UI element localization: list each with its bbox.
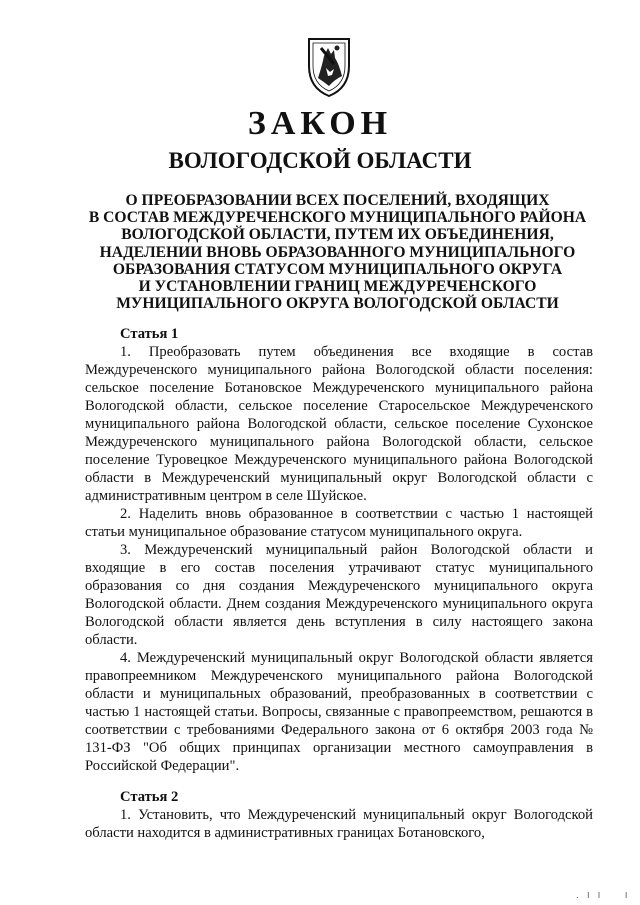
- article-1-paragraph: 1. Преобразовать путем объединения все входящие в состав Междуреченского муниципального района Вологодской области поселения: сельское поселение Ботановское Междуреченского муниципального района Вологодской области, сельское поселение Старосельское Междуреченского муниципального района Вологодской области, сельское поселение Сухонское Междуреченского муниципального района Вологодской области, сельское поселение Туровецкое Междуреченского муниципального района Вологодской области в Междуреченский муниципальный округ Вологодской области с административным центром в селе Шуйское.: [85, 344, 593, 504]
- article-1-paragraph: 4. Междуреченский муниципальный округ Вологодской области является правопреемником Междуреченского муниципального района Вологодской области и муниципальных образований, преобразованных в соответствии с частью 1 настоящей статьи. Вопросы, связанные с правопреемством, решаются в соответствии с требованиями Федерального закона от 6 октября 2003 года № 131-ФЗ "Об общих принципах организации местного самоуправления в Российской Федерации".: [85, 650, 593, 774]
- article-1-paragraph: 2. Наделить вновь образованное в соответствии с частью 1 настоящей статьи муниципальное образование статусом муниципального округа.: [85, 506, 593, 540]
- heading-line: МУНИЦИПАЛЬНОГО ОКРУГА ВОЛОГОДСКОЙ ОБЛАСТИ: [116, 295, 559, 313]
- document-title: ЗАКОН: [247, 105, 393, 142]
- heading-line: НАДЕЛЕНИИ ВНОВЬ ОБРАЗОВАННОГО МУНИЦИПАЛЬНОГО: [99, 243, 576, 261]
- heading-line: В СОСТАВ МЕЖДУРЕЧЕНСКОГО МУНИЦИПАЛЬНОГО РАЙОНА: [88, 209, 587, 227]
- document-body: [85, 325, 593, 842]
- heading-line: И УСТАНОВЛЕНИИ ГРАНИЦ МЕЖДУРЕЧЕНСКОГО: [138, 278, 537, 296]
- document-subtitle: ВОЛОГОДСКОЙ ОБЛАСТИ: [168, 148, 472, 173]
- heading-line: ВОЛОГОДСКОЙ ОБЛАСТИ, ПУТЕМ ИХ ОБЪЕДИНЕНИЯ,: [121, 226, 554, 244]
- article-1-title: Статья 1: [120, 326, 179, 342]
- article-1-paragraph: 3. Междуреченский муниципальный район Вологодской области и входящие в его состав поселения утрачивают статус муниципального образования со дня создания Междуреченского муниципального округа Вологодской области. Днем создания Междуреченского муниципального округа Вологодской области является день вступления в силу настоящего закона области.: [85, 542, 593, 648]
- heading-line: О ПРЕОБРАЗОВАНИИ ВСЕХ ПОСЕЛЕНИЙ, ВХОДЯЩИХ: [125, 192, 550, 209]
- law-heading: [85, 192, 590, 312]
- article-2-paragraph: 1. Установить, что Междуреченский муниципальный округ Вологодской области находится в административных границах Ботановского,: [85, 807, 593, 841]
- corner-mark: l: [625, 891, 628, 900]
- page-marks: . l l: [576, 891, 604, 900]
- article-2-title: Статья 2: [120, 789, 179, 805]
- heading-line: ОБРАЗОВАНИЯ СТАТУСОМ МУНИЦИПАЛЬНОГО ОКРУГА: [112, 260, 563, 278]
- coat-of-arms-emblem: [304, 36, 354, 98]
